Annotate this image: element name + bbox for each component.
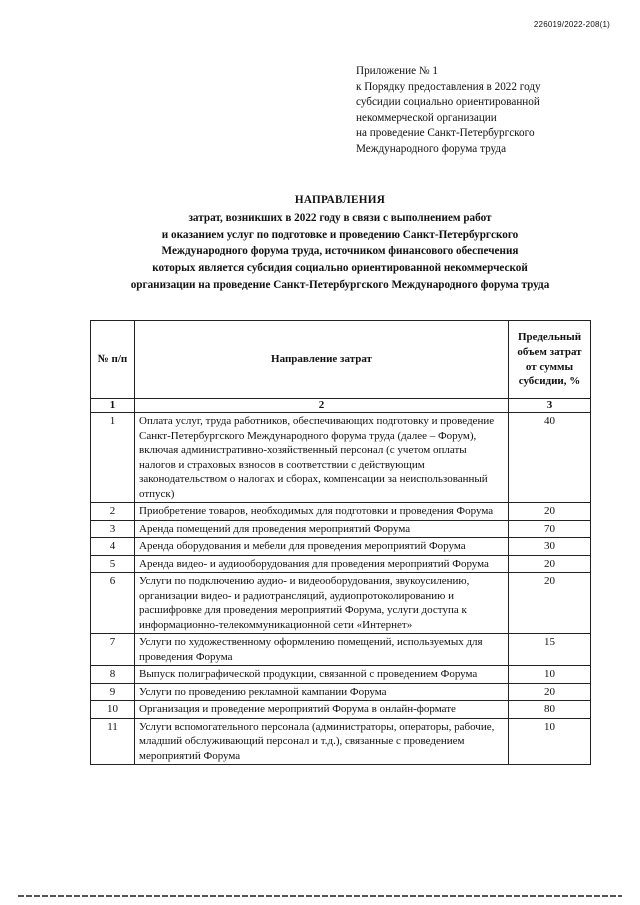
header-num: № п/п: [91, 321, 135, 399]
table-row: [91, 520, 591, 538]
row-pct-cell: 10: [509, 718, 591, 765]
document-id: 226019/2022-208(1): [533, 20, 610, 29]
appendix-line: к Порядку предоставления в 2022 году: [356, 80, 541, 93]
appendix-line: некоммерческой организации: [356, 111, 497, 124]
row-pct-cell: 80: [509, 701, 591, 719]
expense-table: [90, 320, 591, 765]
table-row: [91, 503, 591, 521]
appendix-line: субсидии социально ориентированной: [356, 96, 540, 108]
table-header-row: [91, 321, 591, 399]
column-number-row: [91, 399, 591, 413]
row-number-cell: 6: [91, 573, 135, 634]
row-number-cell: 4: [91, 538, 135, 556]
header-pct: Предельный объем затрат от суммы субсидии, %: [509, 321, 591, 399]
appendix-line: Приложение № 1: [356, 65, 438, 77]
row-pct-cell: 10: [509, 666, 591, 684]
row-pct-cell: 15: [509, 634, 591, 666]
table-row: [91, 701, 591, 719]
row-name-cell: Аренда помещений для проведения мероприятий Форума: [135, 520, 509, 538]
row-name-cell: Выпуск полиграфической продукции, связанной с проведением Форума: [135, 666, 509, 684]
row-number-cell: 7: [91, 634, 135, 666]
row-number-cell: 9: [91, 683, 135, 701]
row-number-cell: 11: [91, 718, 135, 765]
row-number-cell: 10: [91, 701, 135, 719]
table-row: [91, 413, 591, 503]
table-row: [91, 683, 591, 701]
row-name-cell: Приобретение товаров, необходимых для подготовки и проведения Форума: [135, 503, 509, 521]
heading-title: НАПРАВЛЕНИЯ: [294, 194, 386, 206]
heading-line: затрат, возникших в 2022 году в связи с выполнением работ: [188, 211, 492, 224]
column-number: 2: [135, 399, 509, 413]
row-name-cell: Аренда видео- и аудиооборудования для проведения мероприятий Форума: [135, 555, 509, 573]
row-pct-cell: 20: [509, 683, 591, 701]
row-pct-cell: 20: [509, 555, 591, 573]
appendix-line: на проведение Санкт-Петербургского: [356, 127, 535, 139]
table-body: [91, 413, 591, 765]
row-pct-cell: 20: [509, 573, 591, 634]
row-pct-cell: 70: [509, 520, 591, 538]
table-row: [91, 666, 591, 684]
row-number-cell: 2: [91, 503, 135, 521]
heading-line: Международного форума труда, источником финансового обеспечения: [161, 245, 519, 258]
row-name-cell: Организация и проведение мероприятий Форума в онлайн-формате: [135, 701, 509, 719]
heading-line: и оказанием услуг по подготовке и проведению Санкт-Петербургского: [161, 228, 519, 241]
row-pct-cell: 40: [509, 413, 591, 503]
row-name-cell: Услуги по художественному оформлению помещений, используемых для проведения Форума: [135, 634, 509, 666]
row-name-cell: Оплата услуг, труда работников, обеспечивающих подготовку и проведение Санкт-Петербургского Международного форума труда (далее – Форум), включая административно-хозяйственный персонал (с учетом оплаты налогов и страховых взносов в соответствии с действующим законодательством о налогах и сборах, компенсации за неиспользованный отпуск): [135, 413, 509, 503]
row-number-cell: 1: [91, 413, 135, 503]
heading-line: которых является субсидия социально ориентированной некоммерческой: [152, 262, 528, 275]
row-pct-cell: 30: [509, 538, 591, 556]
row-number-cell: 8: [91, 666, 135, 684]
table-row: [91, 573, 591, 634]
column-number: 1: [91, 399, 135, 413]
table-row: [91, 555, 591, 573]
column-number: 3: [509, 399, 591, 413]
row-pct-cell: 20: [509, 503, 591, 521]
row-name-cell: Услуги по проведению рекламной кампании Форума: [135, 683, 509, 701]
heading-line: организации на проведение Санкт-Петербургского Международного форума труда: [130, 278, 550, 291]
row-name-cell: Услуги вспомогательного персонала (администраторы, операторы, рабочие, младший обслуживающий персонал и т.д.), связанные с проведением мероприятий Форума: [135, 718, 509, 765]
table-row: [91, 634, 591, 666]
row-name-cell: Услуги по подключению аудио- и видеооборудования, звукоусилению, организации видео- и радиотрансляций, аудиопротоколированию и расшифровке для проведения мероприятий Форума, услуги доступа к информационно-телекоммуникационной сети «Интернет»: [135, 573, 509, 634]
row-number-cell: 3: [91, 520, 135, 538]
header-name: Направление затрат: [135, 321, 509, 399]
appendix-line: Международного форума труда: [356, 142, 507, 155]
table-row: [91, 718, 591, 765]
appendix-block: [356, 64, 606, 157]
scan-edge-line: [18, 895, 622, 897]
row-name-cell: Аренда оборудования и мебели для проведения мероприятий Форума: [135, 538, 509, 556]
document-heading: [60, 192, 620, 294]
table-row: [91, 538, 591, 556]
row-number-cell: 5: [91, 555, 135, 573]
